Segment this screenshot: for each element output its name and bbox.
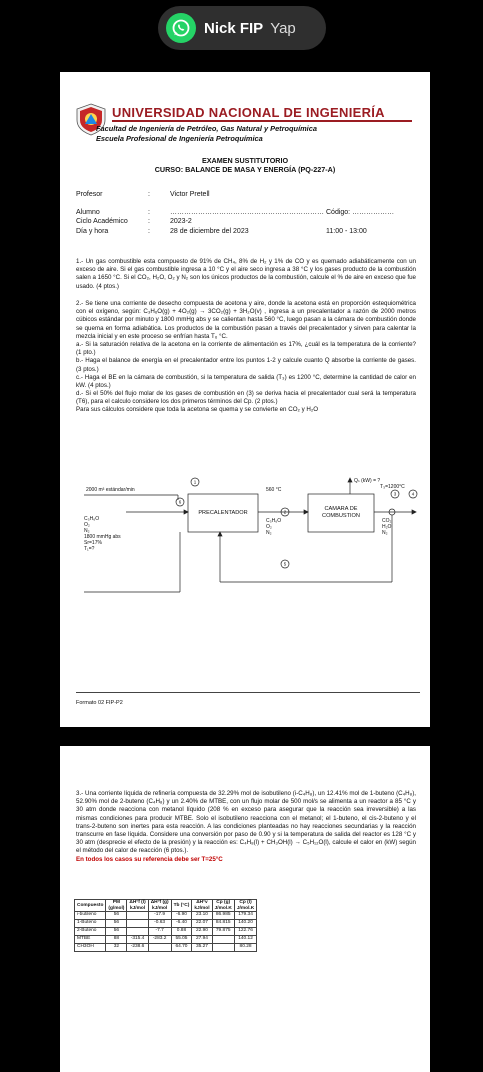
table-row	[75, 944, 257, 952]
node-5: 5	[283, 561, 287, 567]
table-header-cell: PM (g/mol)	[106, 900, 127, 912]
alumno-label: Alumno	[76, 208, 100, 216]
table-cell: 80.28	[234, 944, 256, 952]
table-cell	[127, 928, 148, 936]
footer-rule	[76, 692, 420, 693]
table-cell: 86.985	[212, 912, 234, 920]
question-3	[76, 790, 416, 864]
question-3-text: 3.- Una corriente líquida de refinería compuesta de 32.29% mol de isobutileno (i-C₄H₈), un 12.41% mol de 1-buteno (C₄H₈), 52.90% mol de 2-buteno (C₄H₈) y un 2.40% de MTBE, con un flujo molar de 500 mol/s se alimenta a un reactor a 85 °C y 30 atm donde reacciona con metanol líquido (208 % en exceso para asegurar que la reacción sea irreversible) a las mismas condiciones para producir MTBE. Solo el isobutileno reacciona con el metanol; el 1-buteno, el cis-2-buteno y el trans-2-buteno son inertes para esta reacción. A las condiciones planteadas no hay reacciones secundarias y la reacción transcurre en fase líquida. Considere una conversión por paso de 0.90 y si la temperatura de salida del reactor es 128 °C y 30 atm (desprecie el efecto de la presión) y la reacción es: C₄H₈(l) + CH₃OH(l) → C₅H₁₂O(l), calcule el calor en (kW) según el método del calor de reacción (6 ptos.).	[76, 790, 416, 855]
table-cell: 64.70	[171, 944, 192, 952]
table-header-cell: Cp (l) J/mol.K	[234, 900, 256, 912]
process-flow-diagram	[70, 472, 420, 650]
table-cell: -6.90	[171, 912, 192, 920]
whatsapp-icon	[166, 13, 196, 43]
compound-name-cell: 1-Buteno	[75, 920, 106, 928]
table-header-cell: ΔH°f (l) kJ/mol	[127, 900, 148, 912]
table-row	[75, 912, 257, 920]
node-3: 3	[393, 491, 397, 497]
table-cell: 56	[106, 928, 127, 936]
table-cell: 79.875	[212, 928, 234, 936]
question-2-note: Para sus cálculos considere que toda la acetona se quema y se convierte en CO₂ y H₂O	[76, 406, 319, 414]
compound-name-cell: i-butileno	[75, 912, 106, 920]
table-cell: 179.34	[234, 912, 256, 920]
ciclo-label: Ciclo Académico	[76, 218, 128, 226]
header-rule	[112, 120, 412, 122]
dia-row	[76, 227, 416, 237]
table-header-row	[75, 900, 257, 912]
exam-title: EXAMEN SUSTITUTORIO	[201, 156, 289, 165]
feed-item: N₂	[84, 528, 90, 534]
faculty-name: Facultad de Ingeniería de Petróleo, Gas Natural y Petroquímica	[96, 124, 317, 133]
camara-label-1: CAMARA DE	[324, 506, 358, 512]
compound-name-cell: 2-Buteno	[75, 928, 106, 936]
table-cell	[148, 944, 171, 952]
dia-value: 28 de diciembre del 2023	[170, 227, 249, 235]
feed-item: C₃H₆O	[84, 516, 100, 522]
exam-info	[76, 190, 416, 236]
mid-item: O₂	[266, 524, 272, 530]
table-cell: 27.94	[192, 936, 212, 944]
sender-pill[interactable]	[158, 6, 326, 50]
table-header-cell: Compuesto	[75, 900, 106, 912]
codigo-field: Código: ………………	[326, 208, 395, 216]
table-cell: -17.9	[148, 912, 171, 920]
mid-item: C₃H₆O	[266, 518, 282, 524]
table-cell: 22.90	[192, 928, 212, 936]
table-cell: 32	[106, 944, 127, 952]
course-title: CURSO: BALANCE DE MASA Y ENERGÍA (PQ-227-A)	[154, 165, 336, 174]
t3-label: T₃=1200°C	[380, 484, 405, 490]
table-cell: 88	[106, 936, 127, 944]
question-2-a: a.- Si la saturación relativa de la acetona en la corriente de alimentación es 17%, ¿cuál es la temperatura de la corriente? (1 pto.)	[76, 340, 416, 357]
node-6: 6	[178, 499, 182, 505]
feed-item: O₂	[84, 522, 90, 528]
exam-page-1[interactable]	[60, 72, 430, 727]
table-cell	[127, 912, 148, 920]
profesor-row	[76, 190, 416, 200]
temp-560-label: 560 °C	[266, 487, 282, 493]
question-2	[76, 300, 416, 415]
contact-name: Nick FIP	[204, 19, 264, 37]
table-cell: -238.6	[127, 944, 148, 952]
profesor-label: Profesor	[76, 191, 103, 198]
compound-name-cell: MTBE	[75, 936, 106, 944]
question-2-c: c.- Haga el BE en la cámara de combustión, si la temperatura de salida (T₃) es 1200 °C, determine la cantidad de calor en kW. (4 ptos.)	[76, 373, 416, 389]
precalentador-label: PRECALENTADOR	[198, 510, 248, 516]
exam-page-2[interactable]	[60, 746, 430, 1072]
table-cell: 84.815	[212, 920, 234, 928]
ciclo-row	[76, 217, 416, 227]
question-2-intro: 2.- Se tiene una corriente de desecho compuesta de acetona y aire, donde la acetona está en proporción estequiométrica con el oxígeno, según: C₃H₆O(g) + 4O₂(g) → 3CO₂(g) + 3H₂O(v) , ingresa a un precalentador a razón de 2000 metros cúbicos estándar por minuto y 1800 mmHg abs y se calientan hasta 560 °C, luego pasan a la cámara de combustión donde se quema en forma adiabática. Los productos de la combustión pasan a través del precalentador y sirven para calentar la mezcla inicial y en este proceso se enfrían hasta T₆ °C.	[76, 300, 416, 340]
table-cell: 56	[106, 920, 127, 928]
node-2: 2	[283, 509, 287, 515]
mid-item: N₂	[266, 530, 272, 536]
school-name: Escuela Profesional de Ingeniería Petroquímica	[96, 134, 263, 143]
table-cell: 140.20	[234, 920, 256, 928]
table-row	[75, 920, 257, 928]
spacer-row	[76, 200, 416, 208]
question-2-d: d.- Si el 50% del flujo molar de los gases de combustión en (3) se deriva hacia el precalentador cual será la temperatura (T6), para el calculo considere los dos primeros términos del Cp. (2 ptos.)	[76, 390, 416, 406]
profesor-value: Victor Pretell	[170, 191, 210, 198]
table-header-cell: ΔH°v kJ/mol	[192, 900, 212, 912]
table-header-cell: Cp (g) J/mol.K	[212, 900, 234, 912]
flow-label: 2000 m³ estándar/min	[86, 487, 135, 493]
page-footer: Formato 02 FIP-P2	[76, 700, 123, 706]
hora-value: 11:00 - 13:00	[326, 227, 367, 235]
table-cell: -283.2	[148, 936, 171, 944]
table-cell: -315.4	[127, 936, 148, 944]
compound-name-cell: CH3OH	[75, 944, 106, 952]
alumno-value: …………………………………………………………	[170, 208, 324, 216]
alumno-row	[76, 208, 416, 218]
node-4: 4	[411, 491, 415, 497]
feed-item: Sr=17%	[84, 540, 102, 546]
camara-label-2: COMBUSTION	[322, 513, 360, 519]
out-item: N₂	[382, 530, 388, 536]
node-1: 1	[193, 479, 197, 485]
reference-note: En todos los casos su referencia debe ser T=25°C	[76, 855, 223, 863]
out-item: CO₂	[382, 518, 392, 524]
out-item: H₂O	[382, 524, 392, 530]
table-cell: 56	[106, 912, 127, 920]
table-cell	[212, 936, 234, 944]
table-cell: 22.07	[192, 920, 212, 928]
q-label: Qₛ (kW) = ?	[354, 478, 381, 484]
table-cell: 35.27	[192, 944, 212, 952]
colon: :	[148, 227, 150, 235]
ciclo-value: 2023-2	[170, 218, 192, 226]
table-cell: -6.40	[171, 920, 192, 928]
question-1: 1.- Un gas combustible esta compuesto de 91% de CH₄, 8% de H₂ y 1% de CO y es quemado adiabáticamente con un exceso de aire. Si el gas combustible ingresa a 10 °C y el aire seco ingresa a 38 °C y los gases producto de la combustión salen a 1650 °C. Si el CO₂, H₂O, O₂ y N₂ son los únicos productos de la combustión, calcule el % de aire en exceso que fue usado. (4 ptos.)	[76, 258, 416, 290]
table-header-cell: ΔH°f (g) kJ/mol	[148, 900, 171, 912]
table-cell: 0.88	[171, 928, 192, 936]
table-cell: 23.10	[192, 912, 212, 920]
colon: :	[148, 218, 150, 226]
table-row	[75, 928, 257, 936]
table-cell	[127, 920, 148, 928]
table-cell: -7.7	[148, 928, 171, 936]
question-2-b: b.- Haga el balance de energía en el precalentador entre los puntos 1-2 y calcule cuanto Q absorbe la corriente de gases. (3 ptos.)	[76, 357, 416, 373]
table-header-cell: Tb (°C)	[171, 900, 192, 912]
table-cell: 140.12	[234, 936, 256, 944]
table-cell: 122.76	[234, 928, 256, 936]
colon: :	[148, 191, 150, 198]
university-name: UNIVERSIDAD NACIONAL DE INGENIERÍA	[112, 105, 385, 120]
feed-item: T₁=?	[84, 546, 95, 552]
table-cell: 55.05	[171, 936, 192, 944]
table-row	[75, 936, 257, 944]
table-cell	[212, 944, 234, 952]
contact-status: Yap	[270, 19, 296, 37]
colon: :	[148, 208, 150, 216]
properties-table	[74, 899, 257, 952]
dia-label: Día y hora	[76, 227, 109, 235]
table-cell: -0.63	[148, 920, 171, 928]
feed-item: 1800 mmHg abs	[84, 534, 121, 540]
